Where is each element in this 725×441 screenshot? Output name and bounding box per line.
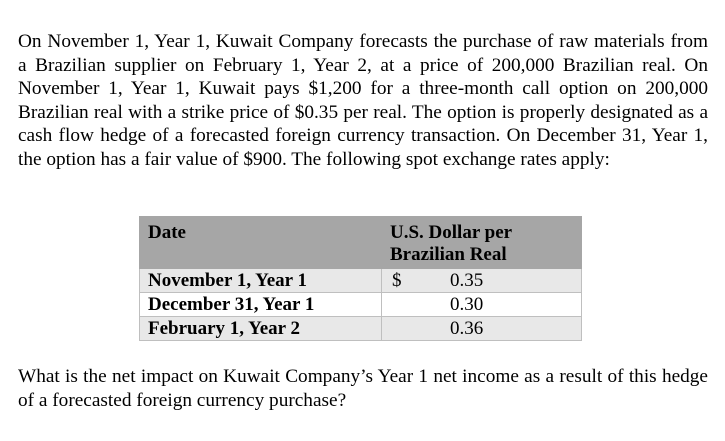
date-column-header: Date [140, 217, 382, 269]
problem-intro: On November 1, Year 1, Kuwait Company forecasts the purchase of raw materials from a Brazilian supplier on February 1, Year 2, at a price of 200,000 Brazilian real. On November 1, Year 1, Kuwait pays $1,200 for a three-month call option on 200,000 Brazilian real with a strike price of $0.35 per real. The option is properly designated as a cash flow hedge of a forecasted foreign currency transaction. On December 31, Year 1, the option has a fair value of $900. The following spot exchange rates apply: [18, 31, 708, 170]
rate-header-line-1: U.S. Dollar per [390, 222, 513, 243]
date-cell: February 1, Year 2 [140, 317, 382, 341]
rate-value: 0.35 [450, 270, 484, 291]
rate-header-line-2: Brazilian Real [390, 244, 507, 265]
date-cell: December 31, Year 1 [140, 293, 382, 317]
rate-value: 0.36 [450, 318, 484, 339]
date-cell: November 1, Year 1 [140, 269, 382, 293]
rate-column-header [382, 217, 582, 269]
currency-symbol: $ [392, 270, 402, 291]
exchange-rate-table [139, 216, 582, 341]
rate-cell [382, 293, 582, 317]
rate-cell [382, 317, 582, 341]
table-row [140, 293, 582, 317]
table-row [140, 317, 582, 341]
table-row [140, 269, 582, 293]
problem-question: What is the net impact on Kuwait Company’s Year 1 net income as a result of this hedge of a forecasted foreign currency purchase? [18, 366, 708, 411]
table-header-row [140, 217, 582, 269]
rate-value: 0.30 [450, 294, 484, 315]
rate-cell [382, 269, 582, 293]
